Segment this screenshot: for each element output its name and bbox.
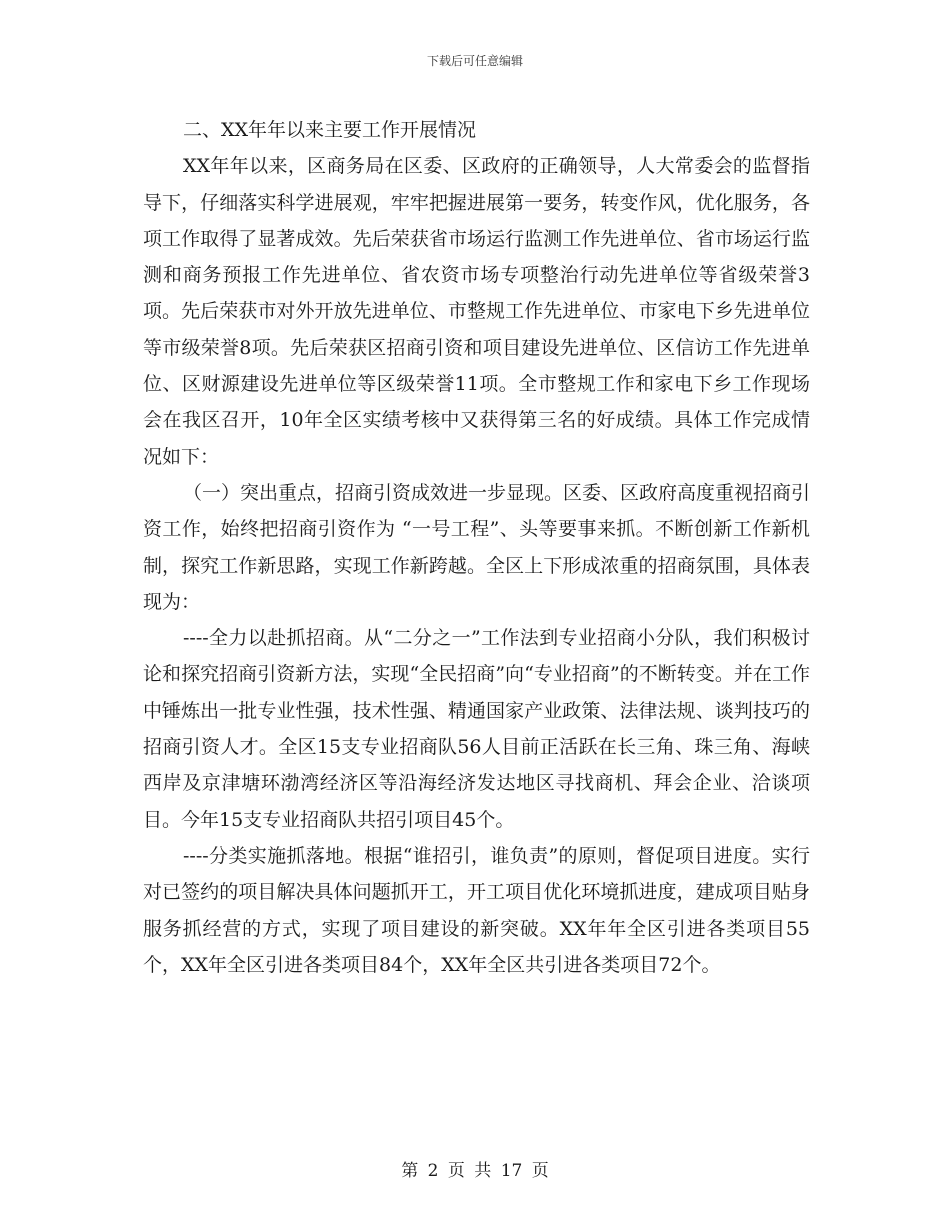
section-heading: 二、XX年年以来主要工作开展情况 [183,119,477,141]
document-body [143,112,810,983]
paragraph-overview: XX年年以来，区商务局在区委、区政府的正确领导，人大常委会的监督指导下，仔细落实科学进展观，牢牢把握进展第一要务，转变作风，优化服务，各项工作取得了显著成效。先后荣获省市场运行监测工作先进单位、省市场运行监测和商务预报工作先进单位、省农资市场专项整治行动先进单位等省级荣誉3项。先后荣获市对外开放先进单位、市整规工作先进单位、市家电下乡先进单位等市级荣誉8项。先后荣获区招商引资和项目建设先进单位、区信访工作先进单位、区财源建设先进单位等区级荣誉11项。全市整规工作和家电下乡工作现场会在我区召开，10年全区实绩考核中又获得第三名的好成绩。具体工作完成情况如下： [143,155,810,468]
page-header: 下载后可任意编辑 [426,54,523,68]
paragraph-recruitment: ----全力以赴抓招商。从“二分之一”工作法到专业招商小分队，我们积极讨论和探究招商引资新方法，实现“全民招商”向“专业招商”的不断转变。并在工作中锤炼出一批专业性强，技术性强、精通国家产业政策、法律法规、谈判技巧的招商引资人才。全区15支专业招商队56人目前正活跃在长三角、珠三角、海峡西岸及京津塘环渤湾经济区等沿海经济发达地区寻找商机、拜会企业、洽谈项目。今年15支专业招商队共招引项目45个。 [143,627,810,831]
paragraph-investment: （一）突出重点，招商引资成效进一步显现。区委、区政府高度重视招商引资工作，始终把招商引资作为 “一号工程”、头等要事来抓。不断创新工作新机制，探究工作新思路，实现工作新跨越。全区上下形成浓重的招商氛围，具体表现为： [143,481,811,613]
page-number: 第 2 页 共 17 页 [401,1161,549,1181]
paragraph-implementation: ----分类实施抓落地。根据“谁招引，谁负责”的原则，督促项目进度。实行对已签约的项目解决具体问题抓开工，开工项目优化环境抓进度，建成项目贴身服务抓经营的方式，实现了项目建设的新突破。XX年年全区引进各类项目55个，XX年全区引进各类项目84个，XX年全区共引进各类项目72个。 [143,844,810,976]
